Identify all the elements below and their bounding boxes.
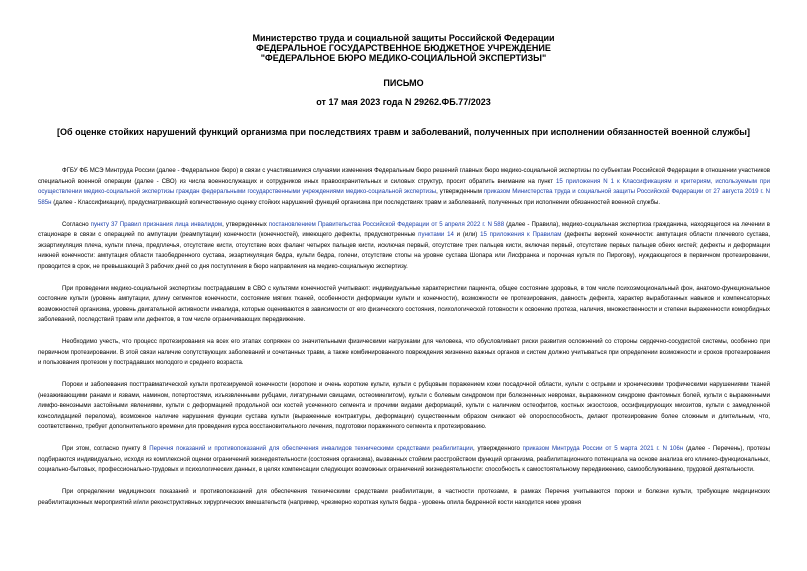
document-type: ПИСЬМО [383, 78, 424, 88]
link-rules-annex-15[interactable]: 15 приложения к Правилам [480, 231, 562, 238]
link-rules-point-37[interactable]: пункту 37 Правил признания лица инвалидом [90, 220, 223, 228]
link-order-106n[interactable]: приказом Минтруда России от 5 марта 2021 г. N 106н [522, 445, 684, 452]
link-points-14[interactable]: пунктами 14 [418, 231, 454, 238]
paragraph-5: Пороки и заболевания посттравматической культи протезируемой конечности (короткие и очень короткие культи, культи с рубцовым поражением кожи посадочной области, культи с острыми и хроническими трофическими нарушениями тканей (незаживающими ранами и язвами, намином, потертостями, изъязвленными рубцами, лигатурными свищами, остеомиелитом), культи с болевым синдромом при болезненных невромах, выраженном синдроме фантомных болей, культи с выраженными лимфо-венозными застойными явлениями, культи с деформацией продольной оси костей усеченного сегмента и прочими видами деформаций, культи с наличием остеофитов, костных экзостозов, оссифицирующих миозитов, культи с замедленной консолидацией перелома), возможное наличие нарушения функции сустава культи (выраженные контрактуры, деформации) существенным образом снижают её опороспособность, делают протезирование более сложным и длительным, что, соответственно, требует дополнительного времени для проведения курса восстановительного лечения, подготовки пораженного сегмента к протезированию. [38, 381, 770, 430]
paragraph-2: Согласно пункту 37 Правил признания лица инвалидом, утвержденных постановлением Правительства Российской Федерации от 5 апреля 2022 г. N 588 (далее - Правила), медико-социальная экспертиза гражданина, находящегося на лечении в стационаре в связи с операцией по ампутации (реампутации) конечности (конечностей), имеющего дефекты, предусмотренные пунктами 14 и (или) 15 приложения к Правилам (дефекты верхней конечности: ампутация области плечевого сустава, экзартикуляция плеча, культи плеча, предплечья, отсутствие кисти, отсутствие всех фаланг четырех пальцев кисти, исключая первый, отсутствие трех пальцев кисти, включая первый, отсутствие первых пальцев обеих кистей; дефекты и деформации нижней конечности: ампутация области тазобедренного сустава, экзартикуляция бедра, культи бедра, голени, отсутствие стопы на уровне сустава Шопара или Лисфранка и порочная культя по Пирогову), нуждающегося в первичном протезировании, проводится в срок, не превышающий 3 рабочих дней со дня поступления в бюро направления на медико-социальную экспертизу. [38, 220, 771, 270]
link-resolution-588[interactable]: постановлением Правительства Российской Федерации от 5 апреля 2022 г. N 588 [268, 220, 505, 228]
link-classification-annex[interactable]: 15 приложения N 1 к Классификациям и критериям, используемым при осуществлении медико-социальной экспертизы граждан федеральными государственными учреждениями медико-социальной экспертизы [38, 177, 771, 195]
document-date-number: от 17 мая 2023 года N 29262.ФБ.77/2023 [316, 97, 491, 107]
link-indications-list[interactable]: Перечня показаний и противопоказаний для обеспечения инвалидов техническими средствами реабилитации [149, 445, 473, 452]
document-subject: [Об оценке стойких нарушений функций организма при последствиях травм и заболеваний, полученных при исполнении обязанностей военной службы] [57, 127, 750, 137]
paragraph-1: ФГБУ ФБ МСЭ Минтруда России (далее - Федеральное бюро) в связи с участившимися случаями изменения Федеральным бюро решений главных бюро медико-социальной экспертизы по субъектам Российской Федерации в отношении участников специальной военной операции (далее - СВО) из числа военнослужащих и сотрудников иных правоохранительных и силовых структур, просит обратить внимание на пункт 15 приложения N 1 к Классификациям и критериям, используемым при осуществлении медико-социальной экспертизы граждан федеральными государственными учреждениями медико-социальной экспертизы, утвержденным приказом Министерства труда и социальной защиты Российской Федерации от 27 августа 2019 г. N 585н (далее - Классификации), предусматривающий количественную оценку стойких нарушений функций организма при последствиях травм и заболеваний, полученных при исполнении обязанностей военной службы. [38, 167, 771, 206]
document-header [0, 33, 807, 63]
paragraph-4: Необходимо учесть, что процесс протезирования на всех его этапах сопряжен со значительными физическими нагрузками для человека, что обусловливает риски развития осложнений со стороны сердечно-сосудистой системы, особенно при первичном протезировании. В этой связи наличие сопутствующих заболеваний и сочетанных травм, а также комбинированного повреждения жизненно важных органов и систем должно учитываться при определении возможности и сроков протезирования и пользования протезом у пострадавших молодого и среднего возраста. [38, 338, 770, 366]
paragraph-7: При определении медицинских показаний и противопоказаний для обеспечения техническими средствами реабилитации, в частности протезами, в рамках Перечня учитываются пороки и болезни культи, требующие медицинских реабилитационных мероприятий и/или реконструктивных хирургических вмешательств (например, чрезмерно короткая культя бедра - уровень опила бедренной кости находится ниже уровня [38, 488, 770, 506]
link-order-585n[interactable]: приказом Министерства труда и социальной защиты Российской Федерации от 27 августа 2019 г. N 585н [38, 188, 771, 206]
institution-name: ФЕДЕРАЛЬНОЕ ГОСУДАРСТВЕННОЕ БЮДЖЕТНОЕ УЧРЕЖДЕНИЕ [256, 43, 551, 53]
ministry-name: Министерство труда и социальной защиты Российской Федерации [252, 33, 555, 43]
bureau-name: "ФЕДЕРАЛЬНОЕ БЮРО МЕДИКО-СОЦИАЛЬНОЙ ЭКСПЕРТИЗЫ" [260, 53, 547, 63]
document-body [38, 166, 770, 520]
paragraph-6: При этом, согласно пункту 8 Перечня показаний и противопоказаний для обеспечения инвалидов техническими средствами реабилитации, утвержденного приказом Минтруда России от 5 марта 2021 г. N 106н (далее - Перечень), протезы подбираются индивидуально, исходя из комплексной оценки ограничений жизнедеятельности (состояния организма), вызванных стойким расстройством функций организма, реабилитационного потенциала на основе анализа его клинико-функциональных, социально-бытовых, профессионально-трудовых и психологических данных, в целях компенсации следующих возможных ограничений жизнедеятельности: способность к самостоятельному передвижению, самообслуживанию, трудовой деятельности. [38, 445, 770, 473]
paragraph-3: При проведении медико-социальной экспертизы пострадавшим в СВО с культями конечностей учитывают: индивидуальные характеристики пациента, общее состояние здоровья, в том числе психоэмоциональный фон, анатомо-функциональное состояние культи (уровень ампутации, длину сегментов конечности, состояние мягких тканей, особенности деформации культи и конечности), возможности ее протезирования, давность дефекта, характер выработанных навыков и компенсаторных возможностей организма, уровень двигательной активности инвалида, которые оцениваются в зависимости от его физического состояния, психологической готовности к освоению протеза, наличия, множественности и степени выраженности коморбидных заболеваний, последствий травм или дефектов, в том числе ограничивающих передвижение. [38, 284, 770, 323]
